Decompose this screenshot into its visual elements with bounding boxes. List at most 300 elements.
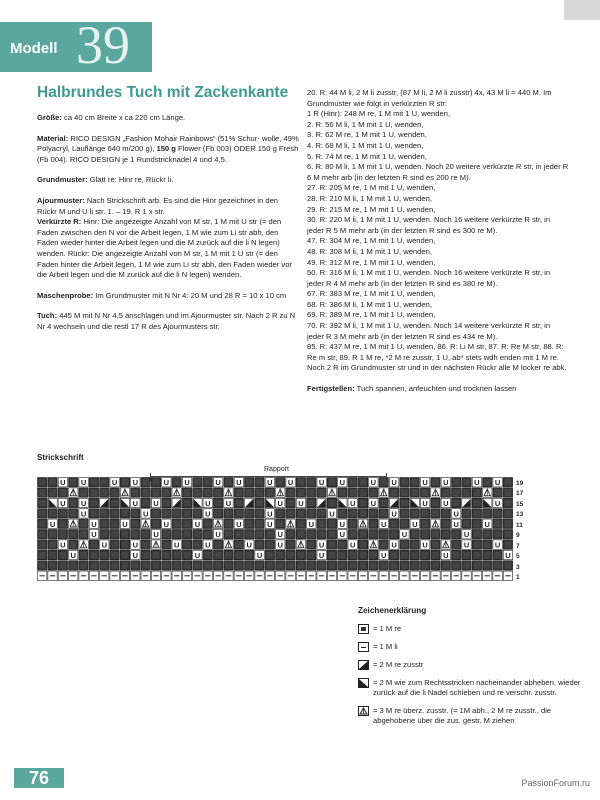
chart-cell xyxy=(38,540,47,549)
chart-cell xyxy=(131,530,140,539)
svg-text:U: U xyxy=(474,478,480,488)
chart-cell xyxy=(48,478,57,487)
chart-cell xyxy=(410,478,419,487)
svg-text:U: U xyxy=(339,478,346,488)
chart-cell xyxy=(69,498,78,507)
chart-cell xyxy=(452,478,461,487)
chart-cell xyxy=(182,540,191,549)
chart-cell xyxy=(58,530,67,539)
chart-cell xyxy=(462,550,471,559)
chart-cell xyxy=(472,530,481,539)
chart-cell xyxy=(69,571,78,580)
chart-cell xyxy=(369,530,378,539)
chart-cell xyxy=(151,530,160,540)
chart-cell xyxy=(307,540,316,549)
svg-text:U: U xyxy=(370,478,377,488)
chart-cell xyxy=(48,561,57,570)
svg-text:U: U xyxy=(205,540,211,550)
svg-text:U: U xyxy=(122,519,128,529)
chart-cell xyxy=(265,498,274,507)
chart-cell xyxy=(503,519,512,528)
legend-text: = 3 M re überz. zusstr. (= 1M abh., 2 M re zusstr., die abgehobene über die zus. gestr. M ziehen xyxy=(373,706,552,725)
chart-cell xyxy=(162,509,171,518)
chart-cell xyxy=(131,509,140,518)
chart-cell xyxy=(389,571,398,580)
chart-cell xyxy=(224,498,233,508)
chart-cell xyxy=(379,561,388,570)
svg-text:U: U xyxy=(318,551,325,560)
pattern-title: Halbrundes Tuch mit Zackenkante xyxy=(37,84,289,101)
chart-cell xyxy=(100,488,109,497)
chart-cell xyxy=(255,540,264,549)
svg-text:U: U xyxy=(194,519,201,529)
chart-cell xyxy=(162,561,171,570)
chart-cell xyxy=(234,561,243,570)
chart-cell xyxy=(224,478,233,487)
chart-cell xyxy=(338,488,347,497)
instruction-line: 69. R: 389 M re, 1 M mit 1 U, wenden, xyxy=(307,310,436,320)
chart-cell xyxy=(110,498,119,507)
chart-cell xyxy=(120,519,129,529)
chart-cell xyxy=(317,561,326,570)
chart-cell xyxy=(110,509,119,518)
chart-cell xyxy=(79,478,88,488)
legend-item xyxy=(358,624,588,634)
chart-cell xyxy=(400,530,409,540)
chart-cell xyxy=(234,550,243,559)
chart-cell xyxy=(431,561,440,570)
chart-cell xyxy=(234,571,243,580)
chart-cell xyxy=(110,478,119,488)
chart-cell xyxy=(234,519,243,529)
legend-item xyxy=(358,678,588,698)
chart-cell xyxy=(276,488,285,497)
svg-text:U: U xyxy=(60,540,66,550)
chart-cell xyxy=(379,571,388,580)
chart-cell xyxy=(296,550,305,559)
chart-cell xyxy=(472,571,481,580)
chart-cell xyxy=(410,550,419,559)
chart-cell xyxy=(58,571,67,580)
chart-cell xyxy=(120,530,129,539)
chart-cell xyxy=(286,530,295,539)
chart-cell xyxy=(120,509,129,518)
chart-cell xyxy=(452,571,461,580)
chart-cell xyxy=(172,509,181,518)
svg-text:U: U xyxy=(80,509,87,519)
chart-cell xyxy=(224,509,233,518)
chart-cell xyxy=(462,498,471,507)
chart-cell xyxy=(410,519,419,529)
chart-cell xyxy=(131,488,140,497)
chart-cell xyxy=(131,478,140,488)
chart-cell xyxy=(58,519,67,528)
chart-cell xyxy=(203,478,212,487)
chart-cell xyxy=(48,509,57,518)
chart-cell xyxy=(79,488,88,497)
shawl-text: 445 M mit N Nr 4,5 anschlagen und im Ajourmuster str. Nach 2 R zu N Nr 4 wechseln und die restl 17 R des Ajourmusters str. xyxy=(37,311,296,331)
svg-text:U: U xyxy=(339,519,346,529)
chart-cell xyxy=(379,519,388,529)
svg-text:U: U xyxy=(256,551,263,560)
chart-cell xyxy=(141,478,150,487)
svg-text:U: U xyxy=(277,530,283,540)
chart-cell xyxy=(462,530,471,540)
chart-cell xyxy=(420,540,429,550)
chart-cell xyxy=(213,571,222,580)
chart-cell xyxy=(182,509,191,518)
chart-cell xyxy=(286,488,295,497)
corner-tab xyxy=(564,0,600,20)
chart-cell xyxy=(276,540,285,550)
svg-text:U: U xyxy=(298,499,304,508)
chart-cell xyxy=(327,509,336,519)
chart-cell xyxy=(369,550,378,559)
chart-cell xyxy=(296,488,305,497)
chart-cell xyxy=(286,509,295,518)
chart-cell xyxy=(58,540,67,550)
chart-cell xyxy=(503,540,512,549)
chart-cell xyxy=(172,488,181,497)
chart-cell xyxy=(141,509,150,519)
chart-cell xyxy=(255,550,264,560)
material-line-4: 003) ODER 150 g Fresh (Fb 004). RICO DESIGN je 1 Rundstricknadel 4 und 4,5. xyxy=(37,144,299,164)
chart-cell xyxy=(58,498,67,508)
instruction-line: 28. R: 210 M li, 1 M mit 1 U, wenden, xyxy=(307,193,432,203)
chart-cell xyxy=(203,509,212,519)
chart-cell xyxy=(213,561,222,570)
chart-cell xyxy=(58,488,67,497)
chart-cell xyxy=(172,540,181,550)
chart-cell xyxy=(503,478,512,487)
right-column xyxy=(307,88,569,405)
chart-cell xyxy=(307,519,316,529)
left-column xyxy=(37,113,299,343)
chart-cell xyxy=(472,498,481,507)
chart-cell xyxy=(100,478,109,487)
chart-cell xyxy=(203,519,212,528)
chart-cell xyxy=(151,519,160,528)
chart-cell xyxy=(348,509,357,518)
svg-text:U: U xyxy=(349,540,356,550)
chart-cell xyxy=(379,498,388,507)
chart-cell xyxy=(234,540,243,549)
chart-cell xyxy=(431,519,440,528)
chart-cell xyxy=(120,498,129,507)
chart-cell xyxy=(307,530,316,539)
chart-cell xyxy=(483,509,492,518)
svg-text:U: U xyxy=(391,509,397,519)
material-paragraph xyxy=(37,134,299,166)
chart-cell xyxy=(420,571,429,580)
chart-cell xyxy=(358,509,367,518)
shawl-label: Tuch: xyxy=(37,311,58,321)
chart-cell xyxy=(110,530,119,539)
chart-cell xyxy=(255,571,264,580)
chart-cell xyxy=(193,498,202,507)
svg-text:U: U xyxy=(60,478,66,488)
chart-cell xyxy=(182,530,191,539)
chart-cell xyxy=(151,509,160,518)
chart-cell xyxy=(493,540,502,550)
chart-cell xyxy=(420,488,429,497)
chart-cell xyxy=(58,561,67,570)
chart-cell xyxy=(503,498,512,507)
chart-cell xyxy=(431,530,440,539)
chart-cell xyxy=(441,478,450,488)
short-rows-text: Hinr: Die angezeigte Anzahl von M str, 1 M mit U str (= den Faden zwischen den N vor die Arbeit legen, 1 M wie zum Li str abh, den Faden wieder hinter die Arbeit legen und die M zurück auf die li N legen) wenden. Rückr: Die angezeigte Anzahl von M str, 1 M mit 1 U str (= den Faden hinter die Arbeit legen, 1 M wie zum Li str abh, den Faden wieder vor die Arbeit legen und die M zurück auf die li N legen) wenden. xyxy=(37,217,292,280)
chart-cell xyxy=(389,498,398,507)
chart-cell xyxy=(110,488,119,497)
svg-text:U: U xyxy=(225,499,232,508)
svg-text:U: U xyxy=(215,530,221,540)
chart-cell xyxy=(462,509,471,518)
chart-cell xyxy=(245,519,254,528)
chart-cell xyxy=(255,498,264,507)
chart-cell xyxy=(172,478,181,487)
chart-cell xyxy=(48,519,57,529)
chart-cell xyxy=(151,550,160,559)
svg-text:U: U xyxy=(484,519,490,529)
chart-cell xyxy=(503,561,512,570)
chart-cell xyxy=(120,540,129,549)
chart-cell xyxy=(79,498,88,508)
chart-cell xyxy=(255,519,264,528)
svg-text:U: U xyxy=(174,540,180,550)
chart-cell xyxy=(255,488,264,497)
chart-cell xyxy=(255,509,264,518)
chart-cell xyxy=(203,550,212,559)
chart-cell xyxy=(38,530,47,539)
chart-cell xyxy=(276,550,285,559)
chart-cell xyxy=(338,519,347,529)
svg-text:U: U xyxy=(267,509,273,519)
chart-cell xyxy=(162,488,171,497)
chart-cell xyxy=(503,488,512,497)
chart-cell xyxy=(369,498,378,508)
chart-cell xyxy=(245,498,254,507)
chart-cell xyxy=(369,571,378,580)
chart-cell xyxy=(193,550,202,560)
svg-text:U: U xyxy=(80,478,87,488)
chart-cell xyxy=(389,540,398,550)
chart-cell xyxy=(100,530,109,539)
instruction-line: 48. R: 308 M li, 1 M mit 1 U, wenden, xyxy=(307,246,432,256)
chart-cell xyxy=(369,509,378,518)
chart-cell xyxy=(358,519,367,528)
chart-cell xyxy=(462,519,471,528)
chart-cell xyxy=(431,571,440,580)
chart-cell xyxy=(213,530,222,540)
svg-text:U: U xyxy=(267,478,273,488)
row-number: 19 xyxy=(516,480,524,487)
chart-cell xyxy=(441,561,450,570)
k2tog-icon xyxy=(358,660,369,670)
chart-cell xyxy=(503,530,512,539)
chart-cell xyxy=(317,498,326,507)
slip-stitch-icon xyxy=(358,678,369,688)
svg-text:U: U xyxy=(49,519,56,529)
instruction-line: 50. R: 316 M li, 1 M mit 1 U, wenden. Noch 16 weitere verkürzte R str, in jeder R 4 M mehr arb (in der letzten R sind es 380 re M). xyxy=(307,268,551,288)
instruction-line: 70. R: 392 M li, 1 M mit 1 U, wenden. Noch 14 weitere verkürzte R str, in jeder R 3 M mehr arb (in der letzten R sind es 434 re M). xyxy=(307,321,551,341)
chart-cell xyxy=(348,519,357,528)
chart-cell xyxy=(338,561,347,570)
chart-cell xyxy=(493,519,502,528)
chart-cell xyxy=(493,530,502,539)
chart-cell xyxy=(89,519,98,529)
chart-cell xyxy=(431,498,440,507)
chart-cell xyxy=(193,571,202,580)
chart-title: Strickschrift xyxy=(37,453,84,462)
chart-cell xyxy=(162,530,171,539)
legend-text: = 1 M li xyxy=(373,642,398,651)
chart-cell xyxy=(151,540,160,549)
chart-cell xyxy=(410,571,419,580)
chart-cell xyxy=(69,550,78,560)
chart-cell xyxy=(369,519,378,528)
chart-cell xyxy=(338,509,347,518)
chart-cell xyxy=(483,540,492,549)
chart-cell xyxy=(255,530,264,539)
instruction-line: 68. R: 386 M li, 1 M mit 1 U, wenden, xyxy=(307,299,432,309)
chart-cell xyxy=(483,530,492,539)
chart-cell xyxy=(358,488,367,497)
chart-cell xyxy=(379,550,388,560)
chart-cell xyxy=(472,561,481,570)
chart-cell xyxy=(420,550,429,559)
chart-cell xyxy=(493,571,502,580)
chart-cell xyxy=(203,561,212,570)
chart-cell xyxy=(48,550,57,559)
chart-cell xyxy=(400,509,409,518)
chart-cell xyxy=(110,561,119,570)
chart-cell xyxy=(141,488,150,497)
model-header xyxy=(0,15,152,75)
chart-cell xyxy=(317,519,326,528)
svg-text:U: U xyxy=(277,540,283,550)
chart-cell xyxy=(307,498,316,507)
row-number: 9 xyxy=(516,532,520,539)
chart-cell xyxy=(348,478,357,487)
chart-cell xyxy=(452,561,461,570)
gauge-text: Im Grundmuster mit N Nr 4: 20 M und 28 R = 10 x 10 cm xyxy=(95,290,287,300)
chart-cell xyxy=(296,561,305,570)
chart-cell xyxy=(203,488,212,497)
chart-cell xyxy=(276,519,285,528)
chart-cell xyxy=(483,571,492,580)
instruction-line: 4. R: 68 M li, 1 M mit 1 U, wenden, xyxy=(307,140,424,150)
chart-cell xyxy=(131,550,140,560)
short-rows-label: Verkürzte R: xyxy=(37,217,82,227)
chart-cell xyxy=(120,488,129,497)
chart-cell xyxy=(400,561,409,570)
svg-text:U: U xyxy=(339,530,346,540)
chart-cell xyxy=(296,540,305,549)
chart-cell xyxy=(400,478,409,487)
chart-cell xyxy=(493,550,502,559)
shawl-paragraph xyxy=(37,311,299,332)
chart-cell xyxy=(58,478,67,488)
chart-cell xyxy=(358,571,367,580)
chart-cell xyxy=(472,540,481,549)
chart-cell xyxy=(79,550,88,559)
chart-cell xyxy=(358,530,367,539)
chart-cell xyxy=(100,571,109,580)
svg-text:U: U xyxy=(205,499,211,508)
size-text: ca 40 cm Breite x ca 220 cm Länge. xyxy=(64,113,186,122)
chart-cell xyxy=(348,540,357,550)
chart-cell xyxy=(400,498,409,507)
chart-cell xyxy=(307,571,316,580)
svg-text:U: U xyxy=(391,540,397,550)
svg-text:U: U xyxy=(463,530,470,540)
legend-item xyxy=(358,660,588,670)
svg-text:U: U xyxy=(443,499,449,508)
chart-cell xyxy=(172,571,181,580)
chart-cell xyxy=(172,519,181,528)
chart-cell xyxy=(307,561,316,570)
svg-text:U: U xyxy=(318,540,325,550)
chart-cell xyxy=(389,519,398,528)
lace-pattern-text: Nach Strickschrift arb. Es sind die Hinr gezeichnet in den Rückr M und U li str. 1. – 19. R 1 x str. xyxy=(37,195,279,216)
chart-cell xyxy=(162,550,171,559)
instruction-line: 6. R: 80 M li, 1 M mit 1 U, wenden. Noch 20 weitere verkürzte R str, in jeder R 6 M mehr arb (in der letzten R sind es 200 re M). xyxy=(307,162,569,182)
chart-cell xyxy=(400,540,409,549)
chart-cell xyxy=(358,561,367,570)
chart-cell xyxy=(193,519,202,529)
chart-cell xyxy=(38,498,47,507)
chart-cell xyxy=(276,509,285,518)
chart-cell xyxy=(389,550,398,559)
chart-cell xyxy=(441,519,450,528)
chart-cell xyxy=(182,498,191,507)
chart-cell xyxy=(141,540,150,549)
svg-text:U: U xyxy=(381,519,387,529)
chart-cell xyxy=(296,478,305,487)
finishing-paragraph xyxy=(307,384,569,395)
svg-text:U: U xyxy=(205,509,211,519)
chart-cell xyxy=(265,540,274,549)
svg-text:U: U xyxy=(422,540,428,550)
chart-cell xyxy=(472,519,481,528)
instruction-line: 3. R: 62 M re, 1 M mit 1 U, wenden, xyxy=(307,130,427,140)
page-number: 76 xyxy=(14,768,64,788)
chart-cell xyxy=(141,530,150,539)
chart-cell xyxy=(79,509,88,519)
chart-cell xyxy=(472,478,481,488)
rapport-label: Rapport xyxy=(264,466,289,473)
short-rows-paragraph xyxy=(37,217,299,281)
instructions-block xyxy=(307,88,569,374)
chart-cell xyxy=(420,519,429,528)
chart-cell xyxy=(452,519,461,529)
chart-cell xyxy=(234,478,243,488)
chart-cell xyxy=(69,509,78,518)
chart-cell xyxy=(420,498,429,508)
chart-cell xyxy=(234,509,243,518)
chart-cell xyxy=(317,478,326,488)
chart-cell xyxy=(493,498,502,508)
chart-cell xyxy=(182,550,191,559)
chart-cell xyxy=(317,488,326,497)
chart-cell xyxy=(172,498,181,507)
svg-text:U: U xyxy=(453,509,459,519)
chart-cell xyxy=(431,509,440,518)
row-number: 13 xyxy=(516,511,524,518)
chart-cell xyxy=(265,561,274,570)
chart-cell xyxy=(379,488,388,497)
chart-cell xyxy=(441,488,450,497)
